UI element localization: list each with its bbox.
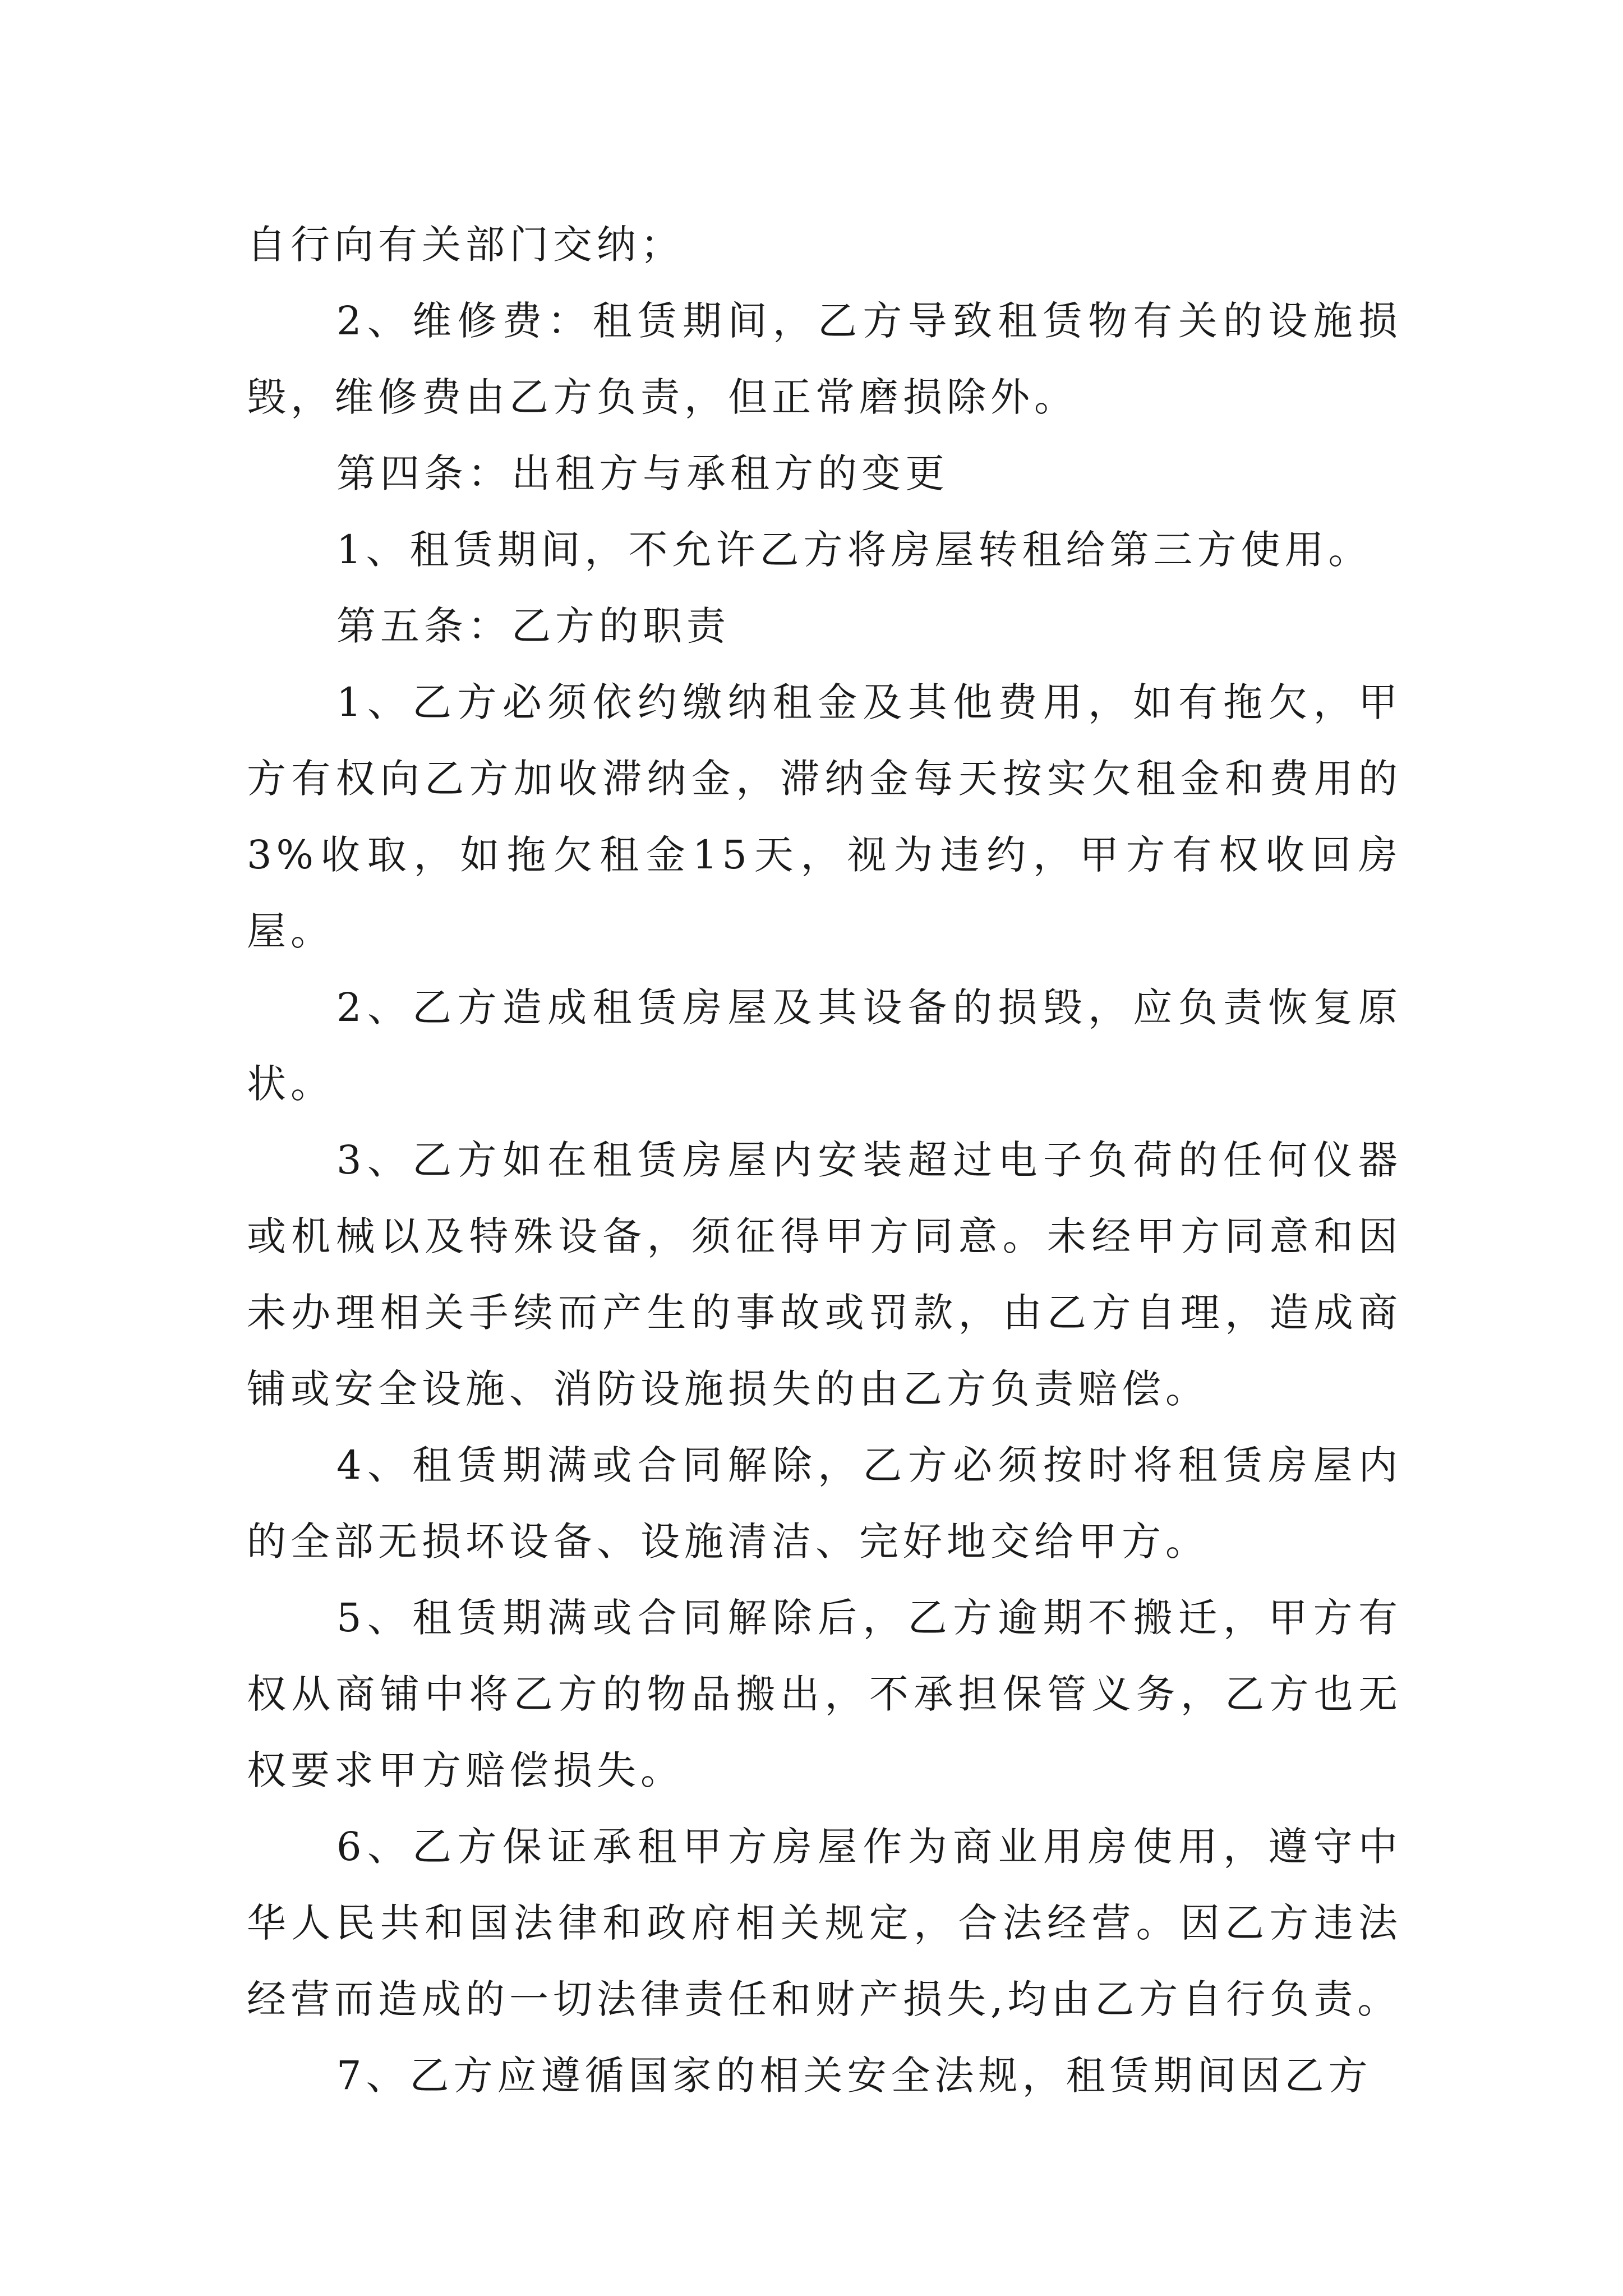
paragraph-equipment-install: 3、乙方如在租赁房屋内安装超过电子负荷的任何仪器或机械以及特殊设备，须征得甲方同意。未经甲方同意和因未办理相关手续而产生的事故或罚款，由乙方自理，造成商铺或安全设施、消防设施损失的由乙方负责赔偿。 — [247, 1137, 1402, 1412]
paragraph-sublet: 1、租赁期间，不允许乙方将房屋转租给第三方使用。 — [336, 527, 1372, 573]
paragraph-late-fee: 1、乙方必须依约缴纳租金及其他费用，如有拖欠，甲方有权向乙方加收滞纳金，滞纳金每天按实欠租金和费用的3%收取，如拖欠租金15天，视为违约，甲方有权收回房屋。 — [247, 679, 1402, 954]
paragraph-overdue-move: 5、租赁期满或合同解除后，乙方逾期不搬迁，甲方有权从商铺中将乙方的物品搬出，不承担保管义务，乙方也无权要求甲方赔偿损失。 — [247, 1595, 1402, 1793]
article-heading-4: 第四条：出租方与承租方的变更 — [336, 450, 949, 496]
paragraph-continuation: 自行向有关部门交纳； — [247, 222, 684, 268]
paragraph-safety-regulations: 7、乙方应遵循国家的相关安全法规，租赁期间因乙方 — [336, 2053, 1372, 2099]
article-heading-5: 第五条：乙方的职责 — [336, 603, 730, 649]
paragraph-damage-restore: 2、乙方造成租赁房屋及其设备的损毁，应负责恢复原状。 — [247, 984, 1402, 1107]
paragraph-lease-end-return: 4、租赁期满或合同解除，乙方必须按时将租赁房屋内的全部无损坏设备、设施清洁、完好地交给甲方。 — [247, 1442, 1402, 1565]
paragraph-maintenance-fee: 2、维修费：租赁期间，乙方导致租赁物有关的设施损毁，维修费由乙方负责，但正常磨损除外。 — [247, 298, 1402, 420]
document-body — [247, 206, 1402, 2114]
paragraph-legal-operation: 6、乙方保证承租甲方房屋作为商业用房使用，遵守中华人民共和国法律和政府相关规定，合法经营。因乙方违法经营而造成的一切法律责任和财产损失,均由乙方自行负责。 — [247, 1824, 1402, 2022]
